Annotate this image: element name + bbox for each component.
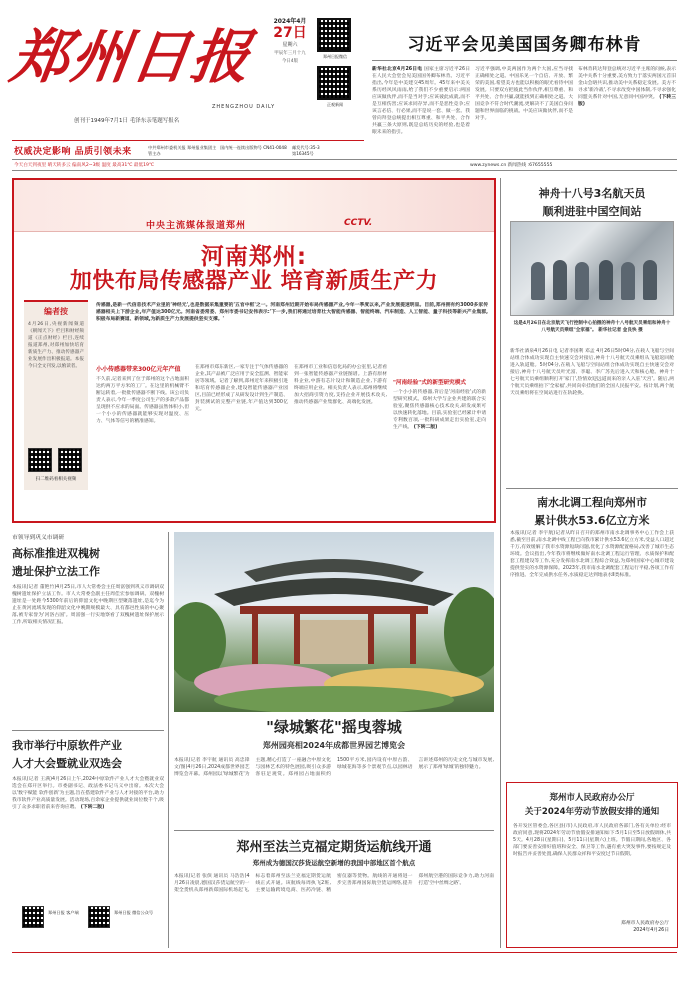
lead-paragraph: 传感器,是新一代信息技术产业里的'神经元',也是数据采集重要的'五官中枢'之一。河南郑州近期开始布局传感器产业,今年一季度以来,产业发展提速明显。目前,郑州拥有约3000多家传感器相关上下游企业,年产值达300亿元。河南省委常委、郑州市委书记安伟表示:'下一步,我们将通过培育壮大智能传感器、智能终端、汽车制造、人工智能、量子科技等新兴产业集群,积极布局新赛道、新领域,为新质生产力发展提供坚实支撑。' [96, 303, 488, 322]
article-column [393, 364, 486, 514]
astronaut-figure [531, 262, 545, 300]
continued-note[interactable]: (下转二版) [80, 804, 105, 810]
headline[interactable]: 神舟十八号3名航天员 [538, 187, 646, 200]
page-bottom-rule [12, 952, 677, 953]
qr-caption: 扫二维码看相关视频 [35, 477, 77, 482]
astronaut-figure [621, 262, 635, 300]
article-column [372, 66, 470, 154]
headline[interactable]: 高标准推进双槐树 [12, 547, 100, 560]
continued-note[interactable]: (下转三版) [578, 95, 676, 107]
caption-text: 这是4月26日在北京航天飞行控制中心拍摄的神舟十八号航天员乘组和神舟十八号航天员乘组"全家福"。 [513, 321, 671, 333]
article-text: 习近平强调,中美两国作为两个大国,应当寻找正确相处之道。中国乐见一个自信、开放、繁荣的美国,希望美方也能以积极的眼光看待中国发展。只要双方把彼此当作伙伴,相互尊重、和平共处、合作共赢,就能找到正确相处之道。大国竞争不符合时代潮流,更解决不了美国自身问题和世界面临的挑战。中美应该做伙伴,而不是对手。 [475, 67, 573, 121]
news-photo [510, 221, 674, 316]
headline[interactable]: 顺利进驻中国空间站 [542, 205, 642, 218]
pavilion-illustration [174, 532, 494, 712]
kicker: 市领导到巩义市调研 [12, 535, 65, 541]
article-text [12, 776, 164, 894]
shenzhou-story [506, 185, 678, 485]
qr-code [88, 906, 110, 928]
feature-box [12, 178, 496, 523]
qr-code [28, 448, 52, 472]
astronaut-figure [553, 260, 567, 300]
qr-code [22, 906, 44, 928]
divider [12, 159, 677, 160]
banner-label: 中央主流媒体报道郑州 [146, 221, 247, 231]
date-weekday: 星期六 [282, 42, 298, 48]
astronaut-figure [599, 260, 613, 300]
qr-caption: 郑州日报 微信公众号 [114, 910, 154, 915]
article-text: 一个小小的传感器,背后是'河南经验'式的新型研究模式。郑州大学与企业共建的联合实验室,聚焦传感器核心技术攻关,研发成果可以快速转化落地。目前,实验室已经累计申请专利数百项,一批科研成果走出实验室,走向生产线。 [393, 390, 486, 430]
left-column [12, 532, 164, 948]
article-text [393, 389, 486, 501]
article-column [578, 66, 676, 154]
qr-code [58, 448, 82, 472]
subheading: 小小传感器带来300亿元年产值 [96, 366, 181, 373]
headline[interactable]: 遗址保护立法工作 [12, 565, 100, 578]
photo-caption [512, 321, 672, 334]
article-text: 国家主席习近平26日在人民大会堂会见美国国务卿布林肯。习近平指出,今年是中美建交45周年。45年来中美关系历经风风雨雨,给了我们不少重要启示:两国应该做伙伴,而不是当对手;应该彼此成就,而不是互相伤害;应该求同存异,而不是恶性竞争;应该言必信、行必果,而不是说一套、做一套。我曾向拜登总统提出相互尊重、和平共处、合作共赢三条大原则,既是总结历史的经验,也是着眼未来的指引。 [372, 67, 470, 135]
headline[interactable]: 我市举行中原软件产业 [12, 738, 122, 752]
date-year-month: 2024年4月 [273, 18, 307, 25]
pavilion-pillar [252, 614, 258, 664]
notice-title[interactable]: 郑州市人民政府办公厅 [549, 793, 635, 803]
founded-line: 创刊于1949年7月1日 毛泽东亲笔题写报名 [74, 118, 180, 124]
feature-banner [14, 180, 494, 232]
top-story [372, 10, 677, 155]
headline[interactable]: "绿城繁花"摇曳蓉城 [266, 718, 402, 736]
notice-date: 2024年4月26日 [633, 928, 669, 933]
headline[interactable]: 习近平会见美国国务卿布林肯 [407, 35, 642, 55]
qr-caption: 正观新闻 [327, 102, 343, 107]
article-text: 本报讯(记者 李宇航 通讯员 高忠锋 文/图)4月26日,2024成都世界园艺博览会开幕。郑州园以'绿城繁花'为主题,精心打造了一座融合中原文化与园林艺术的特色展园,吸引众多游客驻足观赏。郑州园占地面积约1500平方米,园内设有中原古韵、绿城花海等多个景观节点,以园林语言讲述郑州的历史文化与城市发展,展示了郑州'绿城'的独特魅力。 [174, 758, 494, 777]
article-column [294, 364, 387, 514]
date-block [270, 16, 310, 64]
article-text: 布林肯转达拜登总统对习近平主席的问候,表示美中关系十分重要,美方致力于落实两国元首旧金山会晤共识,推动美中关系稳定发展。美方不寻求'新冷战',不寻求改变中国体制,不寻求强化同盟关系针对中国,无意同中国冲突。 [578, 67, 676, 100]
article-text: 不久前,记者来到了位于郑州的这个占地面积达约两万平方米的工厂。在这里的机械臂不断运转着,一批批传感器不断下线。该公司负责人表示,今年一季度公司生产的多款产品都呈现供不应求的局面。传感器虽然体积小,但一个小小的传感器就能够实现对温度、压力、气体等信号的精准感知。 [96, 377, 189, 424]
qr-code [317, 18, 351, 52]
pavilion-pillar [294, 614, 300, 664]
cctv-logo: CCTV. [344, 218, 373, 228]
web-bar: www.zynews.cn 新闻热线 :67655555 [470, 163, 553, 168]
article-text: 本报讯(记者 张傧 通讯员 马浩浩)4月26日凌晨,德国汉莎货运航空的一架全货机从郑州新郑国际机场起飞,标志着郑州至法兰克福定期货运航线正式开通。该航线每周执飞2班,主要运输跨境电商、医药冷链、精密仪器等货物。航线的开通将进一步完善郑州国际航空货运网络,提升郑州航空港的国际竞争力,助力河南打造'空中丝绸之路'。 [174, 874, 494, 893]
headline[interactable]: 累计供水53.6亿立方米 [534, 514, 650, 527]
issue-count: 今日4版 [281, 59, 299, 64]
holiday-notice [506, 782, 678, 948]
pavilion-beam [240, 606, 428, 614]
newspaper-title: 郑州日报 [6, 23, 257, 91]
astronaut-figure [643, 260, 657, 300]
feature-headline-2[interactable]: 加快布局传感器产业 培育新质生产力 [69, 269, 439, 294]
qr-caption: 郑州日报微信 [323, 54, 347, 59]
flight-story [174, 836, 494, 948]
garden-story [174, 716, 494, 826]
photo-credit: 新华社记者 金良快 摄 [598, 327, 643, 333]
divider [168, 532, 169, 948]
notice-text: 各开发区管委会,各区县(市)人民政府,市人民政府各部门,各有关单位:经市政府同意,现将2024年劳动节放假安排通知如下:5月1日至5日放假调休,共5天。4月28日(星期日)、5月11日(星期六)上班。节假日期间,各地区、各部门要妥善安排好值班和安全、保卫等工作,遇有重大突发事件,要按规定及时报告并妥善处置,确保人民群众祥和平安度过节日假期。 [513, 824, 671, 857]
pavilion-pillar [368, 614, 374, 664]
article-column [475, 66, 573, 154]
headline[interactable]: 南水北调工程向郑州市 [537, 496, 647, 509]
divider [174, 830, 494, 831]
article-text: 在郑州市工业和信息化局的办公室里,记者看到一张智能传感器产业链图谱。上游有原材料企业,中游有芯片设计和制造企业,下游有终端应用企业。相关负责人表示,郑州将继续加大招商引资力度,支持企业开展技术攻关,推动传感器产业集群化、高端化发展。 [294, 365, 387, 405]
headline[interactable]: 人才大会暨就业双选会 [12, 756, 122, 770]
masthead-divider [12, 140, 364, 141]
subheadline: 郑州成为德国汉莎货运航空新增的我国中部地区首个航点 [252, 859, 416, 867]
qr-caption: 郑州日报 客户端 [48, 910, 79, 915]
article-text: 新华社酒泉4月26日电 记者李国利 邓孟 4月26日5时04分,在载人飞船与空间站组合体成功实现自主快速交会对接后,神舟十八号航天员乘组从飞船返回舱进入轨道舱。5时04分,在载人飞船与空间站组合体成功实现自主快速交会对接后,神舟十八号航天员叶光富、李聪、李广苏先后进入天和核心舱。神舟十七号航天员乘组顺利打开'家门',热情欢迎远道而来的亲人入驻'天宫'。随后,两个航天员乘组拍下'全家福',共同向牵挂他们的全国人民报平安。按计划,两个航天员乘组将在空间站进行在轨轮换。 [510, 349, 674, 396]
byline: 新华社北京4月26日电 [372, 67, 423, 72]
english-title: ZHENGZHOU DAILY [212, 104, 276, 110]
pavilion-pillar [410, 614, 416, 664]
pavilion-roof [214, 578, 454, 606]
divider [506, 488, 678, 489]
cn-number: 国内统一连续出版物号 CN41-0048 [220, 145, 287, 150]
qr-code [317, 66, 351, 100]
article-column [195, 364, 288, 514]
article-text: 在郑州市郑东新区,一家专注于气体传感器的企业,其产品被广泛应用于安全监测、智能家居等领域。记者了解到,郑州近年来积极引进和培育传感器企业,建设智能传感器产业园区,目前已经形成了从研发设计到生产制造、封装测试的完整产业链,年产值达到300亿元。 [195, 365, 288, 412]
water-story [506, 494, 678, 774]
continued-note[interactable]: (下转二版) [413, 425, 438, 430]
subheading: "河南经验"式的新型研究模式 [393, 380, 466, 386]
astronaut-figure [575, 262, 589, 300]
article-text: 本报讯(记者 李宇航)记者从昨日召开的郑州市南水北调事务中心工作会上获悉,截至目前,南水北调中线工程已向我市累计供水53.6亿立方米,受益人口超过千万,有效缓解了我市水资源短缺问题,优化了水资源配置格局,改善了城市生态环境。会议指出,今年我市将继续做好南水北调工程运行管理、水质保护和配套工程建设等工作,充分发挥南水北调工程综合效益,为郑州国家中心城市建设提供坚实的水资源保障。2023年,我市南水北调配套工程运行平稳,各项工作有序推进。全年完成供水任务,水质稳定达到地表水Ⅱ类标准。 [510, 531, 674, 578]
article-column [96, 364, 189, 514]
tree [444, 587, 494, 677]
subheadline: 郑州园亮相2024年成都世界园艺博览会 [262, 741, 406, 750]
postcode [292, 145, 362, 156]
garden-photo [174, 532, 494, 712]
date-lunar: 甲辰年三月十九 [274, 51, 306, 56]
postcode-text: 邮发代号:35-3 [292, 145, 320, 150]
sponsor: 中共郑州市委机关报 郑州报业集团主管主办 [148, 145, 217, 156]
divider [372, 60, 677, 61]
notice-org: 郑州市人民政府办公厅 [621, 921, 669, 926]
divider [12, 170, 677, 171]
issue-number: 第16345号 [292, 150, 314, 156]
date-day: 27日 [273, 25, 307, 41]
pavilion-wall [300, 620, 368, 664]
article-text: 本报讯(记者 王满)4月26日上午,2024中原软件产业人才大会暨就业双选会在郑开区举行。市委副书记、政法委书记马义中出席。本次大会以'数字赋能 软件创新'为主题,旨在搭建软件产业与人才对接的平台,助力我市软件产业高质量发展。活动现场,百余家企业提供就业岗位数千个,吸引了众多求职者前来咨询应聘。 [12, 776, 164, 810]
article-text: 本报讯(记者 董艳竹)4月25日,市人大常委会主任周富强到巩义市调研双槐树遗址保护立法工作。市人大常委会副主任周佳宏参加调研。双槐树遗址是一处距今5300年前后的仰韶文化中晚期巨型聚落遗址,是迄今为止在黄河流域发现的仰韶文化中晚期规模最大、具有都邑性质的中心聚落,被专家誉为'河洛古国'。周富强一行实地察看了双槐树遗址保护展示工作,听取相关情况汇报。 [12, 585, 164, 625]
notice-title[interactable]: 关于2024年劳动节放假安排的通知 [524, 807, 660, 817]
divider [500, 178, 501, 948]
editor-text: 4月26日,央视新闻频道《朝闻天下》栏目和财经频道《正点财经》栏目,连续报道郑州,对郑州加快培育新质生产力、推动传感器产业发展作出积极报道。本报今日全文刊发,以飨读者。 [28, 322, 84, 369]
motto: 权威决定影响 品质引领未来 [14, 147, 132, 157]
weather-bar: 今天白天到夜里 晴天转多云 偏南风2~3级 温度 最高31℃ 最低19℃ [14, 163, 155, 168]
masthead [6, 8, 362, 158]
headline[interactable]: 郑州至法兰克福定期货运航线开通 [236, 840, 432, 855]
editor-label: 编者按 [44, 307, 68, 316]
feature-headline-1[interactable]: 河南郑州: [200, 244, 308, 270]
